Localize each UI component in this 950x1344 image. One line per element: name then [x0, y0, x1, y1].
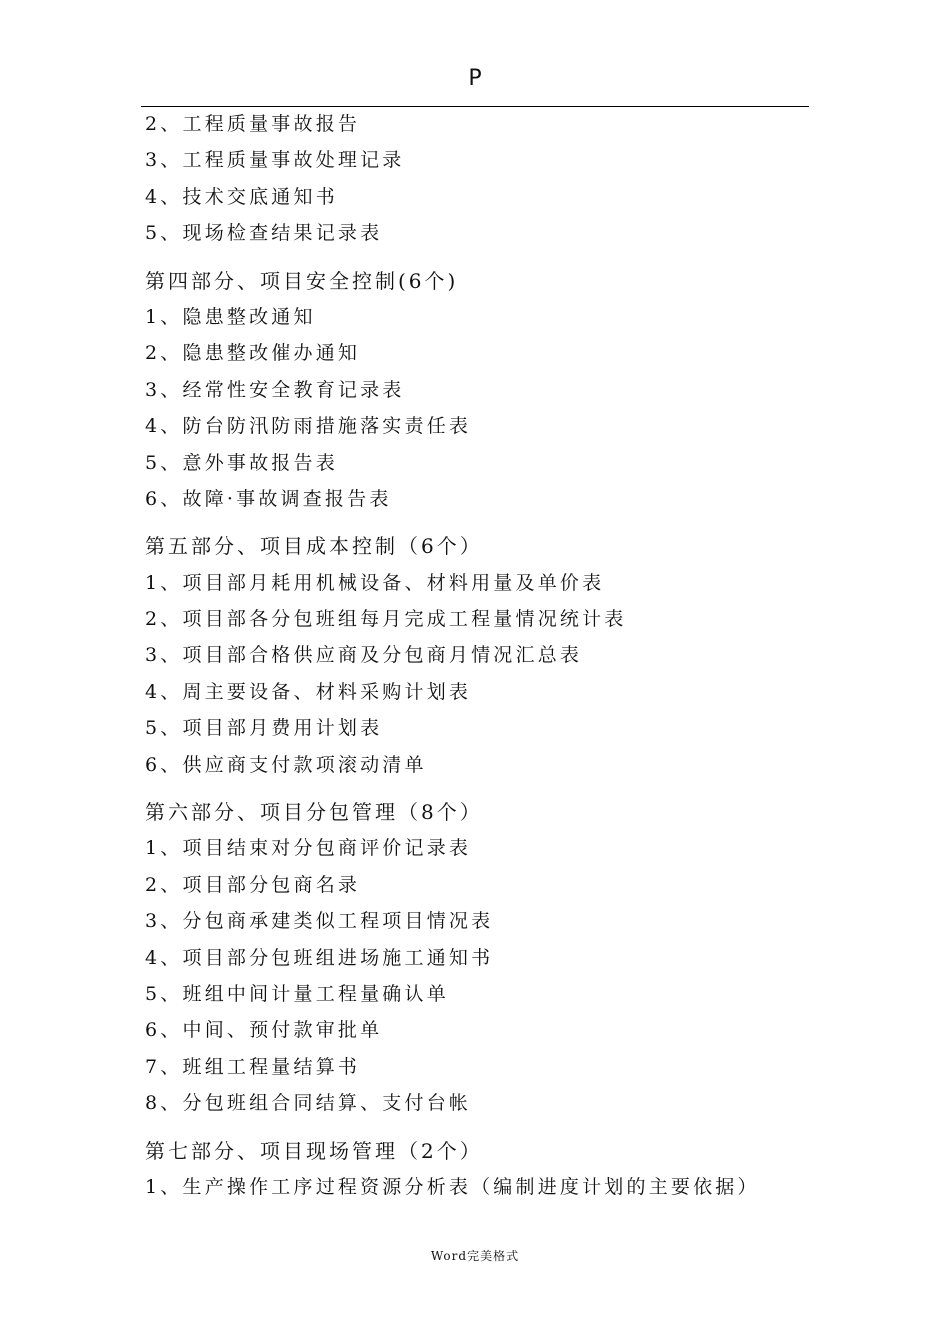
section-heading-cost: 第五部分、项目成本控制（6个）	[145, 534, 483, 559]
list-item: 6、中间、预付款审批单	[145, 1019, 383, 1042]
section-heading-safety: 第四部分、项目安全控制(6个)	[145, 268, 459, 293]
list-item: 5、班组中间计量工程量确认单	[145, 982, 449, 1005]
list-item: 8、分包班组合同结算、支付台帐	[145, 1092, 472, 1115]
list-item: 3、分包商承建类似工程项目情况表	[145, 910, 494, 933]
list-item: 1、隐患整改通知	[145, 305, 316, 328]
list-item: 2、工程质量事故报告	[145, 113, 361, 135]
section-heading-subcontract: 第六部分、项目分包管理（8个）	[145, 800, 483, 825]
page-footer: Word完美格式	[430, 1249, 520, 1263]
list-item: 7、班组工程量结算书	[145, 1055, 361, 1078]
list-item: 6、供应商支付款项滚动清单	[145, 753, 427, 776]
section-heading-site: 第七部分、项目现场管理（2个）	[145, 1138, 483, 1163]
list-item: 1、生产操作工序过程资源分析表（编制进度计划的主要依据）	[145, 1175, 760, 1198]
list-item: 4、项目部分包班组进场施工通知书	[145, 946, 494, 969]
list-item: 5、意外事故报告表	[145, 451, 338, 474]
list-item: 3、经常性安全教育记录表	[145, 378, 405, 401]
list-item: 3、工程质量事故处理记录	[145, 149, 405, 172]
list-item: 3、项目部合格供应商及分包商月情况汇总表	[145, 644, 583, 667]
list-item: 4、防台防汛防雨措施落实责任表	[145, 415, 472, 438]
document-body	[145, 106, 825, 1205]
list-item: 4、周主要设备、材料采购计划表	[145, 680, 472, 703]
page-header: P	[468, 66, 482, 91]
list-item: 1、项目部月耗用机械设备、材料用量及单价表	[145, 571, 605, 594]
list-item: 5、现场检查结果记录表	[145, 222, 383, 245]
list-item: 4、技术交底通知书	[145, 185, 338, 208]
list-item: 5、项目部月费用计划表	[145, 717, 383, 740]
list-item: 1、项目结束对分包商评价记录表	[145, 837, 472, 860]
list-item: 2、项目部分包商名录	[145, 873, 361, 896]
list-item: 6、故障·事故调查报告表	[145, 487, 392, 510]
list-item: 2、隐患整改催办通知	[145, 342, 361, 365]
list-item: 2、项目部各分包班组每月完成工程量情况统计表	[145, 608, 627, 631]
